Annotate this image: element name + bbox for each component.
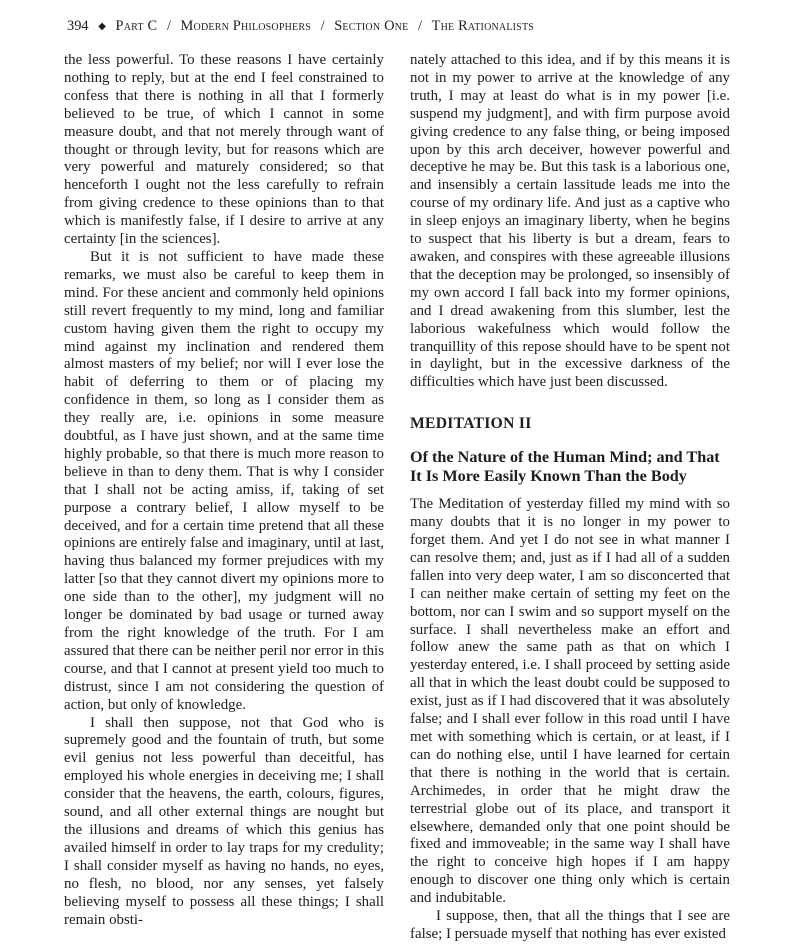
meditation-title: Of the Nature of the Human Mind; and That It Is More Easily Known Than the Body [410,448,720,486]
paragraph: I suppose, then, that all the things that I see are false; I persuade myself that nothing has ever existed [410,908,730,942]
left-column [64,52,384,929]
paragraph: But it is not sufficient to have made these remarks, we must also be careful to keep them in mind. For these ancient and commonly held opinions still revert frequently to my mind, long and familiar custom having given them the right to occupy my mind against my inclination and rendered them almost masters of my belief; nor will I ever lose the habit of deferring to them or of placing my confidence in them, so long as I consider them as they really are, i.e. opinions in some measure doubtful, as I have just shown, and at the same time highly probable, so that there is much more reason to believe in than to deny them. That is why I consider that I shall not be acting amiss, if, taking of set purpose a contrary belief, I allow myself to be deceived, and for a certain time pretend that all these opinions are entirely false and imaginary, until at last, having thus balanced my former prejudices with my latter [so that they cannot divert my opinions more to one side than to the other], my judgment will no longer be dominated by bad usage or turned away from the right knowledge of the truth. For I am assured that there can be neither peril nor error in this course, and that I cannot at present yield too much to distrust, since I am not considering the question of action, but only of knowledge. [64,248,384,713]
paragraph: nately attached to this idea, and if by this means it is not in my power to arrive at the knowledge of any truth, I may at least do what is in my power [i.e. suspend my judgment], and with firm purpose avoid giving credence to any false thing, or being imposed upon by this arch deceiver, however powerful and deceptive he may be. But this task is a laborious one, and insensibly a certain lassitude leads me into the course of my ordinary life. And just as a captive who in sleep enjoys an imaginary liberty, when he begins to suspect that his liberty is but a dream, fears to awaken, and conspires with these agreeable illusions that the deception may be prolonged, so insensibly of my own accord I fall back into my former opinions, and I dread awakening from this slumber, lest the laborious wakefulness which would follow the tranquillity of this repose should have to be spent not in daylight, but in the excessive darkness of the difficulties which have just been discussed. [410,52,730,391]
header-book: Modern Philosophers [180,18,311,34]
header-chapter: The Rationalists [431,18,535,34]
header-separator: / [320,18,325,34]
meditation-heading: MEDITATION II [410,415,532,433]
header-section: Section One [334,18,409,34]
header-separator: / [166,18,171,34]
paragraph: the less powerful. To these reasons I have certainly nothing to reply, but at the end I feel constrained to confess that there is nothing in all that I formerly believed to be true, of which I cannot in some measure doubt, and that not merely through want of thought or through levity, but for reasons which are very powerful and maturely considered; so that henceforth I ought not the less carefully to refrain from giving credence to these opinions than to that which is manifestly false, if I desire to arrive at any certainty [in the sciences]. [64,52,384,248]
header-part: Part C [115,18,158,34]
page-number: 394 [67,18,89,34]
right-column [410,52,730,944]
paragraph: The Meditation of yesterday filled my mind with so many doubts that it is no longer in my power to forget them. And yet I do not see in what manner I can resolve them; and, just as if I had all of a sudden fallen into very deep water, I am so disconcerted that I can neither make certain of setting my feet on the bottom, nor can I swim and so support myself on the surface. I shall nevertheless make an effort and follow anew the same path as that on which I yesterday entered, i.e. I shall proceed by setting aside all that in which the least doubt could be supposed to exist, just as if I had discovered that it was absolutely false; and I shall ever follow in this road until I have met with something which is certain, or at least, if I can do nothing else, until I have learned for certain that there is nothing in the world that is certain. Archimedes, in order that he might draw the terrestrial globe out of its place, and transport it elsewhere, demanded only that one point should be fixed and immoveable; in the same way I shall have the right to conceive high hopes if I am happy enough to discover one thing only which is certain and indubitable. [410,496,730,907]
running-header [67,16,747,37]
header-separator: / [418,18,422,34]
diamond-bullet-icon: ◆ [98,21,106,32]
paragraph: I shall then suppose, not that God who is supremely good and the fountain of truth, but some evil genius not less powerful than deceitful, has employed his whole energies in deceiving me; I shall consider that the heavens, the earth, colours, figures, sound, and all other external things are nought but the illusions and dreams of which this genius has availed himself in order to lay traps for my credulity; I shall consider myself as having no hands, no eyes, no flesh, no blood, nor any senses, yet falsely believing myself to possess all these things; I shall remain obsti- [64,714,384,928]
